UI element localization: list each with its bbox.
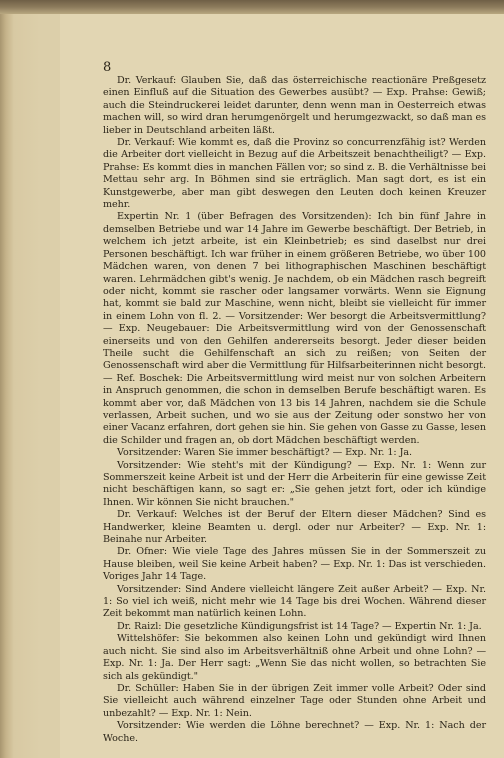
paragraph: Vorsitzender: Wie steht's mit der Kündigung? — Exp. Nr. 1: Wenn zur Sommerszeit keine Arbeit ist und der Herr die Arbeiterin für eine gewisse Zeit nicht beschäftigen kann, so sagt er: „Sie gehen jetzt fort, oder ich kündige Ihnen. Wir können Sie nicht brauchen."	[103, 459, 486, 508]
paragraph: Wittelshöfer: Sie bekommen also keinen Lohn und gekündigt wird Ihnen auch nicht. Sie sind also im Arbeitsverhältniß ohne Arbeit und ohne Lohn? — Exp. Nr. 1: Ja. Der Herr sagt: „Wenn Sie das nicht wollen, so betrachten Sie sich als gekündigt."	[103, 633, 486, 682]
paragraph: Expertin Nr. 1 (über Befragen des Vorsitzenden): Ich bin fünf Jahre in demselben Betriebe und war 14 Jahre im Gewerbe beschäftigt. Der Betrieb, in welchem ich jetzt arbeite, ist ein Kleinbetrieb; es sind daselbst nur drei Personen beschäftigt. Ich war früher in einem größeren Betriebe, wo über 100 Mädchen waren, von denen 7 bei lithographischen Maschinen beschäftigt waren. Lehrmädchen gibt's wenig. Je nachdem, ob ein Mädchen rasch begreift oder nicht, kommt sie rascher oder langsamer vorwärts. Wenn sie Eignung hat, kommt sie bald zur Maschine, wenn nicht, bleibt sie vielleicht für immer in einem Lohn von fl. 2. — Vorsitzender: Wer besorgt die Arbeitsvermittlung? — Exp. Neugebauer: Die Arbeitsvermittlung wird von der Genossenschaft einerseits und von den Gehilfen andererseits besorgt. Jeder dieser beiden Theile sucht die Gehilfenschaft an sich zu reißen; von Seiten der Genossenschaft wird aber die Vermittlung für Hilfsarbeiterinnen nicht besorgt. — Ref. Boschek: Die Arbeitsvermittlung wird meist nur von solchen Arbeitern in Anspruch genommen, die schon in demselben Berufe beschäftigt waren. Es kommt aber vor, daß Mädchen von 13 bis 14 Jahren, nachdem sie die Schule verlassen, Arbeit suchen, und wo sie aus der Zeitung oder sonstwo her von einer Vacanz erfahren, dort gehen sie hin. Sie gehen von Gasse zu Gasse, lesen die Schilder und fragen an, ob dort Mädchen beschäftigt werden.	[103, 211, 486, 446]
paragraph: Dr. Verkauf: Glauben Sie, daß das österreichische reactionäre Preßgesetz einen Einfluß auf die Situation des Gewerbes ausübt? — Exp. Prahse: Gewiß; auch die Steindruckerei leidet darunter, denn wenn man in Oesterreich etwas machen will, so wird dran herumgenörgelt und herumgezwackt, so daß man es lieber in Deutschland arbeiten läßt.	[103, 75, 486, 136]
page-number: 8	[103, 60, 112, 75]
paragraph: Dr. Raizl: Die gesetzliche Kündigungsfrist ist 14 Tage? — Expertin Nr. 1: Ja.	[117, 620, 482, 632]
body-text	[103, 75, 486, 745]
paragraph: Vorsitzender: Sind Andere vielleicht längere Zeit außer Arbeit? — Exp. Nr. 1: So viel ich weiß, nicht mehr wie 14 Tage bis drei Wochen. Während dieser Zeit bekommt man natürlich keinen Lohn.	[103, 583, 486, 620]
paragraph: Vorsitzender: Waren Sie immer beschäftigt? — Exp. Nr. 1: Ja.	[117, 447, 413, 459]
paragraph: Dr. Verkauf: Wie kommt es, daß die Provinz so concurrenzfähig ist? Werden die Arbeiter dort vielleicht in Bezug auf die Arbeitszeit benachtheiligt? — Exp. Prahse: Es kommt dies in manchen Fällen vor; so sind z. B. die Verhältnisse bei Mettau sehr arg. In Böhmen sind sie erträglich. Man sagt dort, es ist ein Kunstgewerbe, aber man gibt deswegen den Leuten doch keinen Kreuzer mehr.	[103, 137, 486, 211]
paragraph: Dr. Schüller: Haben Sie in der übrigen Zeit immer volle Arbeit? Oder sind Sie vielleicht auch während einzelner Tage oder Stunden ohne Arbeit und unbezahlt? — Exp. Nr. 1: Nein.	[103, 682, 486, 719]
paragraph: Dr. Verkauf: Welches ist der Beruf der Eltern dieser Mädchen? Sind es Handwerker, kleine Beamten u. dergl. oder nur Arbeiter? — Exp. Nr. 1: Beinahe nur Arbeiter.	[103, 509, 486, 546]
scan-top-edge	[0, 0, 504, 14]
paragraph: Dr. Ofner: Wie viele Tage des Jahres müssen Sie in der Sommerszeit zu Hause bleiben, weil Sie keine Arbeit haben? — Exp. Nr. 1: Das ist verschieden. Voriges Jahr 14 Tage.	[103, 546, 486, 583]
paragraph: Vorsitzender: Wie werden die Löhne berechnet? — Exp. Nr. 1: Nach der Woche.	[103, 720, 486, 744]
